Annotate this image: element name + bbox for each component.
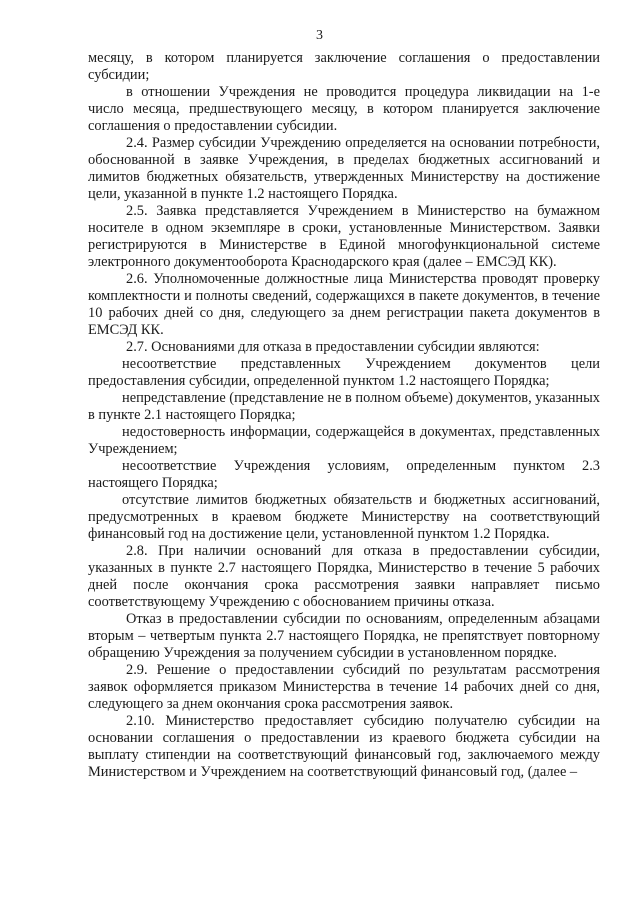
refusal-ground-item: несоответствие Учреждения условиям, определенным пунктом 2.3 настоящего Порядка; [88, 458, 600, 491]
refusal-ground-item: несоответствие представленных Учреждением документов цели предоставления субсидии, определенной пунктом 1.2 настоящего Порядка; [88, 356, 600, 389]
paragraph-2-6: 2.6. Уполномоченные должностные лица Министерства проводят проверку комплектности и полноты сведений, содержащихся в пакете документов, в течение 10 рабочих дней со дня, следующего за днем регистрации пакета документов в ЕМСЭД КК. [88, 271, 600, 338]
paragraph-2-10: 2.10. Министерство предоставляет субсидию получателю субсидии на основании соглашения о предоставлении из краевого бюджета субсидии на выплату стипендии на соответствующий финансовый год, заключаемого между Министерством и Учреждением на соответствующий финансовый год, (далее – [88, 713, 600, 780]
page-number: 3 [316, 28, 323, 43]
paragraph-2-8: 2.8. При наличии оснований для отказа в предоставлении субсидии, указанных в пункте 2.7 настоящего Порядка, Министерство в течение 5 рабочих дней после окончания срока рассмотрения заявки направляет письмо соответствующему Учреждению с обоснованием причины отказа. [88, 543, 600, 610]
paragraph-2-9: 2.9. Решение о предоставлении субсидий по результатам рассмотрения заявок оформляется приказом Министерства в течение 14 рабочих дней со дня, следующего за днем окончания срока рассмотрения заявок. [88, 662, 600, 712]
paragraph-2-4: 2.4. Размер субсидии Учреждению определяется на основании потребности, обоснованной в заявке Учреждения, в пределах бюджетных ассигнований и лимитов бюджетных обязательств, утвержденных Министерству на достижение цели, указанной в пункте 1.2 настоящего Порядка. [88, 135, 600, 202]
paragraph-continuation: месяцу, в котором планируется заключение соглашения о предоставлении субсидии; [88, 50, 600, 83]
refusal-ground-item: непредставление (представление не в полном объеме) документов, указанных в пункте 2.1 настоящего Порядка; [88, 390, 600, 423]
paragraph-liquidation-condition: в отношении Учреждения не проводится процедура ликвидации на 1-е число месяца, предшествующего месяцу, в котором планируется заключение соглашения о предоставлении субсидии. [88, 84, 600, 134]
paragraph-2-7: 2.7. Основаниями для отказа в предоставлении субсидии являются: [126, 339, 540, 355]
paragraph-2-5: 2.5. Заявка представляется Учреждением в Министерство на бумажном носителе в одном экземпляре в сроки, установленные Министерством. Заявки регистрируются в Министерстве в Единой многофункциональной системе электронного документооборота Краснодарского края (далее – ЕМСЭД КК). [88, 203, 600, 270]
document-body [88, 50, 600, 781]
refusal-ground-item: отсутствие лимитов бюджетных обязательств и бюджетных ассигнований, предусмотренных в краевом бюджете Министерству на соответствующий финансовый год на достижение цели, установленной пунктом 1.2 Порядка. [88, 492, 600, 542]
refusal-ground-item: недостоверность информации, содержащейся в документах, представленных Учреждением; [88, 424, 600, 457]
paragraph-refusal-note: Отказ в предоставлении субсидии по основаниям, определенным абзацами вторым – четвертым пункта 2.7 настоящего Порядка, не препятствует повторному обращению Учреждения за получением субсидии в установленном порядке. [88, 611, 600, 661]
